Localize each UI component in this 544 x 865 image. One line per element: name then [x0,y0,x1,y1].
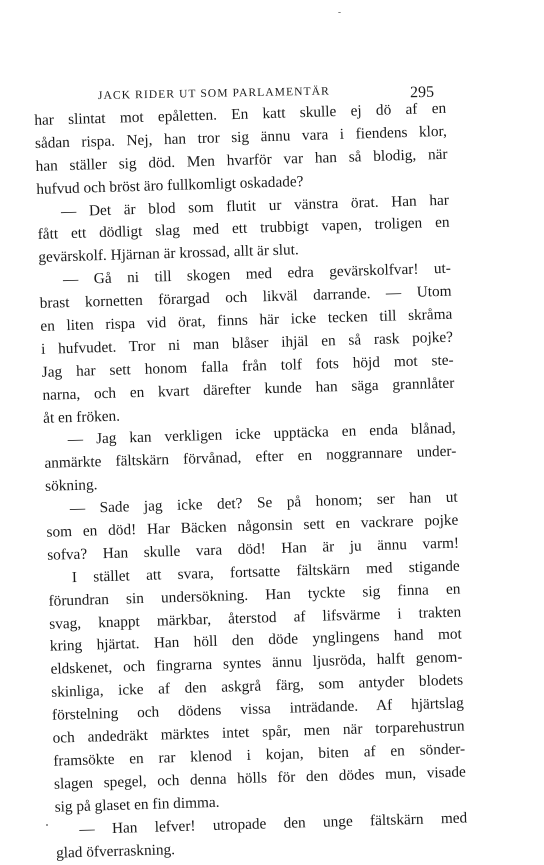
text-line: sofva? Han skulle vara död! Han är ju ännu varm! [46,534,460,564]
text-line: glad öfverraskning. [55,840,176,862]
text-line: har slintat mot epåletten. En katt skulle ej dö af en [34,99,447,129]
text-line: brast kornetten förargad och likväl darrande. — Utom [39,282,452,313]
text-line: framsökte en rar klenod i kojan, biten af en sönder- [53,740,466,770]
text-line: hufvud och bröst äro fullkomligt oskadade? [36,172,304,198]
text-line: en liten rispa vid örat, finns här icke tecken till skråma [40,305,453,335]
text-line: skinliga, icke af den askgrå färg, som antyder blodets [51,671,464,702]
running-head: JACK RIDER UT SOM PARLAMENTÄR [97,85,330,102]
text-line: förundran sin undersökning. Han tyckte sig finna en [48,580,461,610]
text-line: — Han lefver! utropade den unge fältskärn med [79,809,468,838]
body-text [34,98,468,865]
print-speck [46,824,48,826]
text-line: I stället att svara, fortsatte fältskärn med stigande [71,557,460,586]
text-line: narna, och en kvart därefter kunde han säga grannlåter [42,374,455,404]
text-line: svag, knappt märkbar, återstod af lifsvärme i trakten [48,603,462,633]
text-line: Jag har sett honom falla från tolf fots höjd mot ste- [41,351,454,381]
text-line: — Sade jag icke det? Se på honom; ser han ut [69,488,458,518]
text-line: — Jag kan verkligen icke upptäcka en enda blånad, [67,420,456,449]
page-number: 295 [409,83,435,102]
text-line: eldskenet, och fingrarna syntes ännu ljusröda, halft genom- [50,648,463,679]
text-line: sådan rispa. Nej, han tror sig ännu vara i fiendens klor, [34,122,448,152]
text-line: han ställer sig död. Men hvarför var han så blodig, när [35,145,448,175]
text-line: som en död! Har Bäcken någonsin sett en vackrare pojke [46,511,459,541]
text-line: åt en fröken. [42,407,121,427]
text-line: förstelning och dödens vissa inträdande. Af hjärtslag [51,694,465,724]
text-line: sig på glaset en fin dimma. [54,793,220,816]
text-line: och andedräkt märktes intet spår, men när torparehustrun [52,717,465,747]
text-line: kring hjärtat. Han höll den döde ynglingens hand mot [49,626,463,656]
text-line: gevärskolf. Hjärnan är krossad, allt är slut. [38,241,299,267]
print-speck [338,12,341,13]
text-line: i hufvudet. Tror ni man blåser ihjäl en så rask pojke? [40,328,454,358]
text-line: — Det är blod som flutit ur vänstra örat. Han har [60,191,450,220]
text-line: anmärkte fältskärn förvånad, efter en noggrannare under- [44,442,457,473]
text-line: slagen spegel, och denna hölls för den dödes mun, visade [53,763,467,793]
text-line: — Gå ni till skogen med edra gevärskolfvar! ut- [62,259,452,289]
text-line: sökning. [44,476,98,496]
text-line: fått ett dödligt slag med ett trubbigt vapen, troligen en [37,214,450,244]
